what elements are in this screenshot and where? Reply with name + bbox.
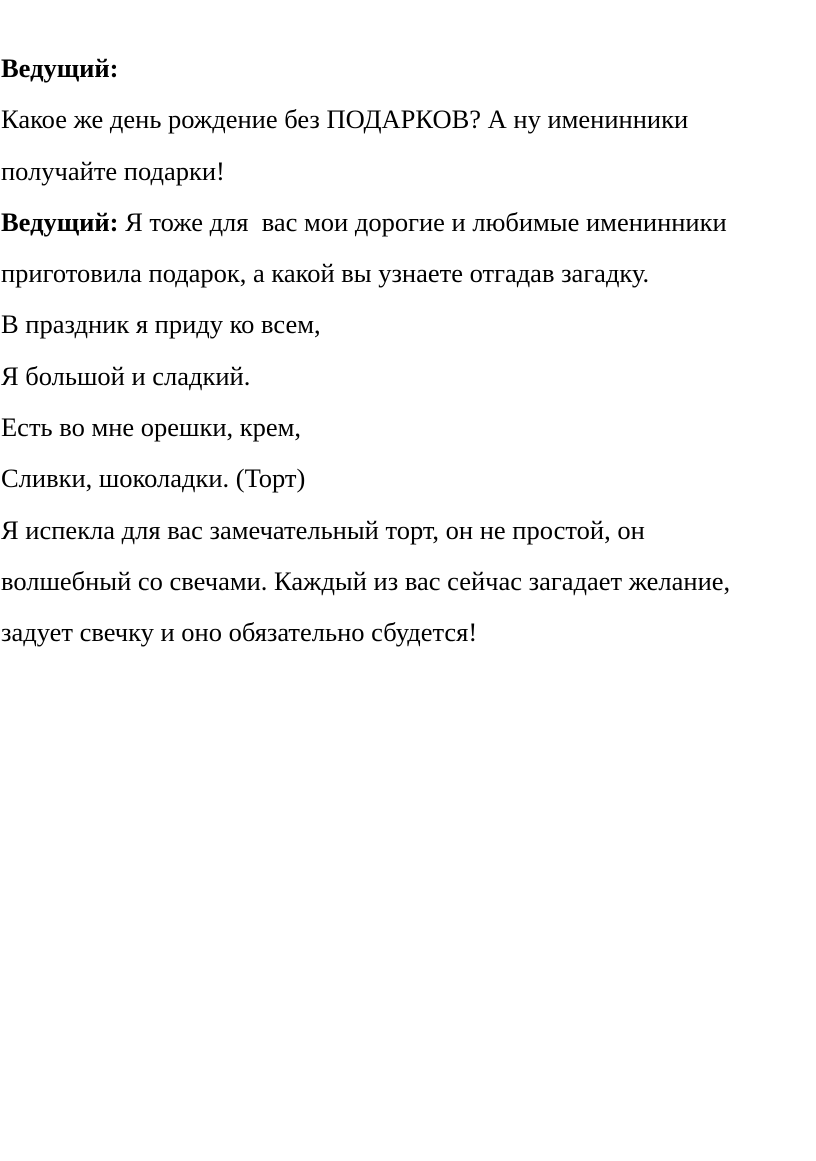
- speaker-label: Ведущий:: [1, 53, 119, 83]
- text-line: [1, 453, 813, 504]
- line-text: Есть во мне орешки, крем,: [1, 412, 302, 443]
- text-line: [1, 197, 813, 248]
- line-text: Я испекла для вас замечательный торт, он не простой, он: [1, 514, 645, 545]
- text-line: [1, 299, 813, 350]
- line-text: Я тоже для вас мои дорогие и любимые именинники: [118, 206, 727, 237]
- line-text: Какое же день рождение без ПОДАРКОВ? А ну именинники: [1, 104, 689, 135]
- speaker-label: Ведущий:: [1, 206, 119, 237]
- line-text: Сливки, шоколадки. (Торт): [1, 463, 306, 494]
- text-line: [1, 146, 813, 197]
- text-line: [1, 351, 813, 402]
- text-line: [1, 43, 813, 94]
- text-line: [1, 505, 813, 556]
- line-text: В праздник я приду ко всем,: [1, 309, 321, 340]
- text-line: [1, 402, 813, 453]
- text-line: [1, 607, 813, 658]
- line-text: Я большой и сладкий.: [1, 360, 251, 391]
- text-line: [1, 94, 813, 145]
- line-text: приготовила подарок, а какой вы узнаете отгадав загадку.: [1, 258, 650, 289]
- text-line: [1, 556, 813, 607]
- document-body: [1, 43, 813, 659]
- text-line: [1, 248, 813, 299]
- line-text: получайте подарки!: [1, 155, 225, 186]
- line-text: задует свечку и оно обязательно сбудется!: [1, 617, 478, 648]
- line-text: волшебный со свечами. Каждый из вас сейчас загадает желание,: [1, 565, 731, 596]
